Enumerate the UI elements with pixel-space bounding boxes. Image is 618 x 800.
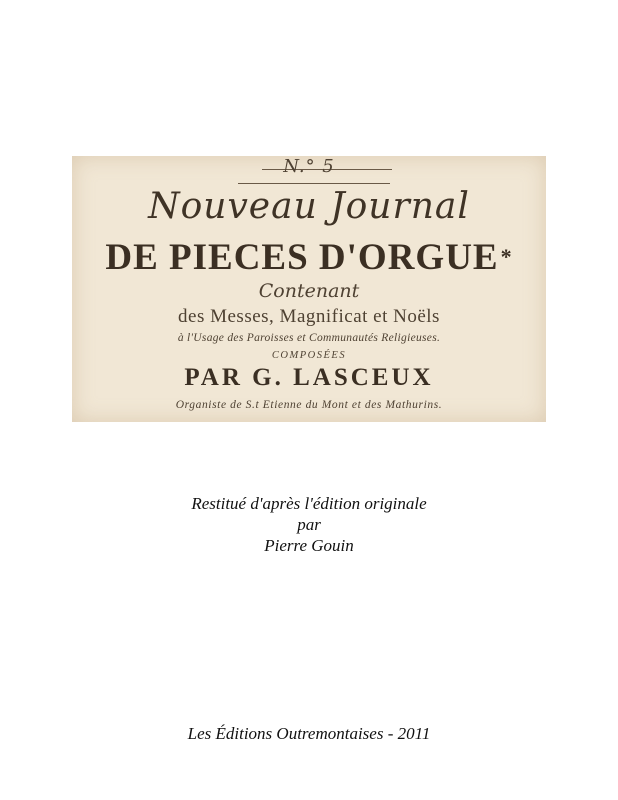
plate-composer-role: Organiste de S.t Etienne du Mont et des Mathurins. [175,399,443,411]
plate-contenant: Contenant [258,280,360,302]
plate-rule-bottom [238,183,390,184]
plate-usage: à l'Usage des Paroisses et Communautés Religieuses. [177,332,441,344]
credit-line-restored: Restitué d'après l'édition originale [191,494,427,513]
credit-line-par: par [297,515,321,534]
plate-number: N.° 5 [283,156,335,177]
credit-line-editor: Pierre Gouin [264,536,354,555]
plate-title-line2 [72,236,546,279]
plate-composed: COMPOSÉES [271,350,347,361]
title-plate-engraving [72,156,546,422]
plate-title-line2-text: DE PIECES D'ORGUE [105,237,499,278]
ornament-icon: * [500,244,513,269]
plate-composer: PAR G. LASCEUX [184,364,434,391]
plate-title-line1: Nouveau Journal [148,186,470,227]
publisher-footer: Les Éditions Outremontaises - 2011 [187,724,431,743]
plate-contents: des Messes, Magnificat et Noëls [178,306,440,327]
